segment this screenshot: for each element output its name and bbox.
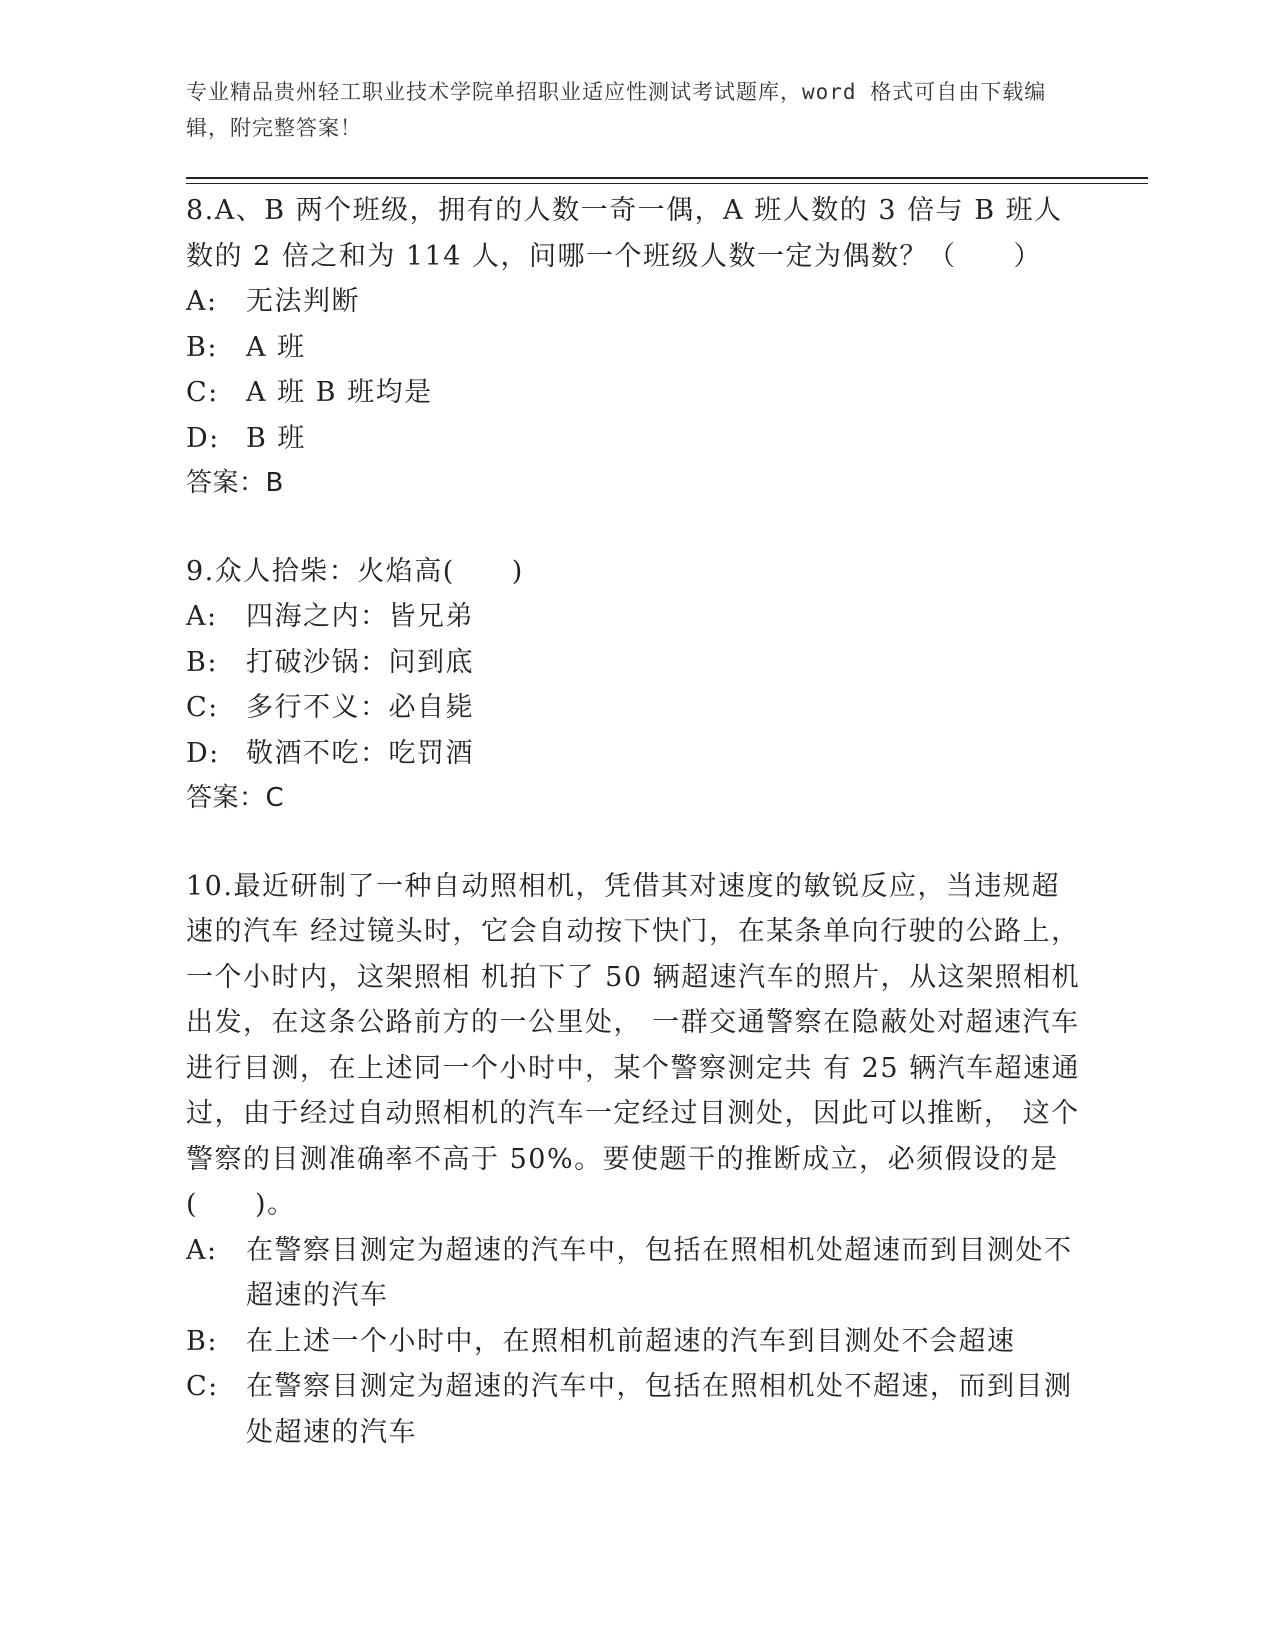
option-a: [186, 594, 1086, 640]
option-b: [186, 640, 1086, 686]
option-text: A 班: [246, 331, 306, 363]
header-rule-thick: [186, 177, 1148, 179]
option-letter: B:: [186, 331, 218, 363]
option-letter: C:: [186, 692, 219, 723]
option-letter: B:: [186, 1325, 218, 1357]
option-text: B 班: [246, 422, 306, 454]
option-letter: A:: [186, 286, 218, 317]
option-c: [186, 1364, 1086, 1455]
option-d: [186, 731, 1086, 777]
option-text: 打破沙锅：问到底: [246, 646, 474, 678]
option-letter: D:: [186, 737, 220, 769]
answer-label: 答案：C: [186, 783, 285, 813]
option-text: 敬酒不吃：吃罚酒: [246, 737, 474, 769]
option-b: [186, 1319, 1086, 1365]
question-text: 8.A、B 两个班级，拥有的人数一奇一偶，A 班人数的 3 倍与 B 班人数的 2 倍之和为 114 人，问哪一个班级人数一定为偶数？（ ）: [186, 195, 1063, 272]
option-a: [186, 1228, 1086, 1319]
option-text: A 班 B 班均是: [246, 377, 433, 408]
document-header: 专业精品贵州轻工职业技术学院单招职业适应性测试考试题库，word 格式可自由下载编辑，附完整答案！: [186, 80, 1047, 140]
question-spacer: [186, 822, 1086, 864]
option-text: 在警察目测定为超速的汽车中，包括在照相机处不超速，而到目测处超速的汽车: [246, 1371, 1073, 1448]
option-a: [186, 279, 1086, 325]
question-text: 9.众人拾柴：火焰高( ): [186, 555, 524, 587]
option-letter: C:: [186, 1371, 219, 1402]
option-text: 在上述一个小时中，在照相机前超速的汽车到目测处不会超速: [246, 1325, 1016, 1357]
option-text: 多行不义：必自毙: [246, 692, 474, 723]
option-d: [186, 416, 1086, 462]
option-text: 无法判断: [246, 286, 360, 317]
option-letter: B:: [186, 646, 218, 678]
option-c: [186, 370, 1086, 416]
question-list: [186, 188, 1086, 1455]
option-letter: C:: [186, 377, 219, 408]
header-rule-thin: [186, 183, 1148, 184]
question-10: [186, 864, 1086, 1456]
answer-label: 答案：B: [186, 468, 284, 498]
option-text: 四海之内：皆兄弟: [246, 601, 474, 632]
option-letter: A:: [186, 601, 218, 632]
question-8: [186, 188, 1086, 507]
option-letter: D:: [186, 422, 220, 454]
option-text: 在警察目测定为超速的汽车中，包括在照相机处超速而到目测处不超速的汽车: [246, 1234, 1073, 1311]
question-text: 10.最近研制了一种自动照相机，凭借其对速度的敏锐反应，当违规超速的汽车 经过镜头时，它会自动按下快门，在某条单向行驶的公路上， 一个小时内，这架照相 机拍下了 50 辆超速汽车的照片，从这架照相机出发，在这条公路前方的一公里处， 一群交通警察在隐蔽处对超速汽车进行目测，在上述同一个小时中，某个警察测定共 有 25 辆汽车超速通过，由于经过自动照相机的汽车一定经过目测处，因此可以推断， 这个警察的目测准确率不高于 50%。要使题干的推断成立，必须假设的是( )。: [186, 870, 1081, 1220]
option-c: [186, 685, 1086, 731]
question-spacer: [186, 507, 1086, 549]
option-letter: A:: [186, 1234, 218, 1266]
question-9: [186, 549, 1086, 822]
option-b: [186, 325, 1086, 371]
